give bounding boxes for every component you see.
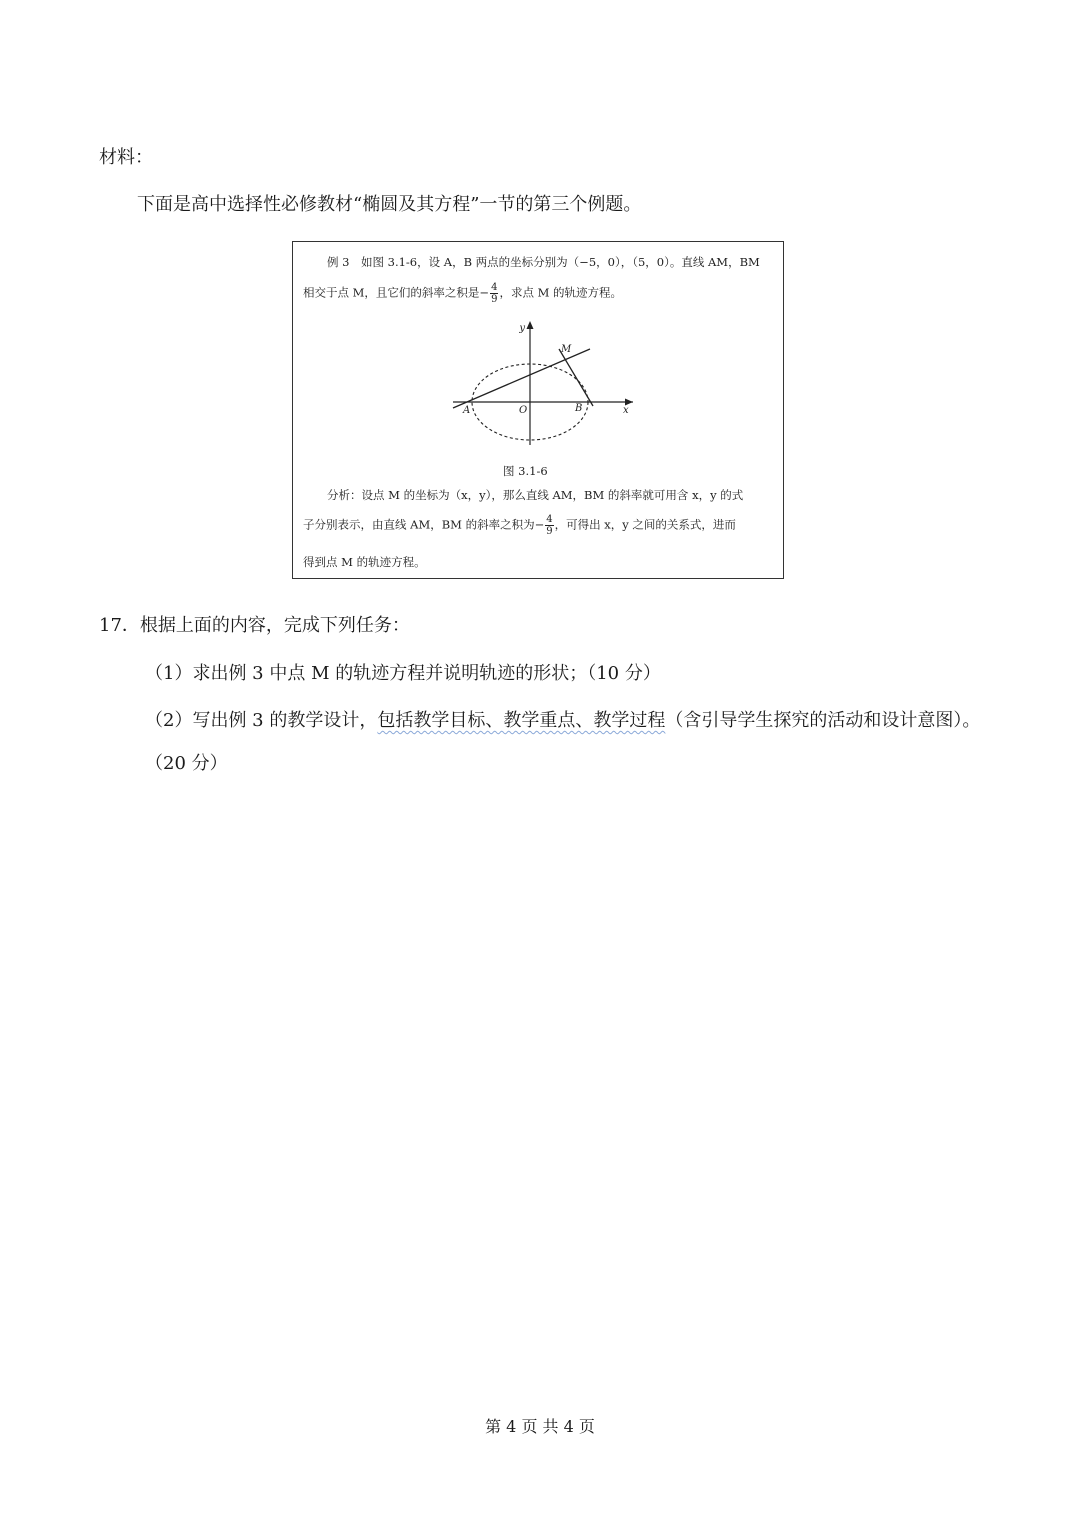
ellipse-diagram xyxy=(443,317,633,447)
analysis-fraction-numerator: 4 xyxy=(546,514,553,525)
figure-caption: 图 3.1-6 xyxy=(503,464,548,478)
page-footer: 第 4 页 共 4 页 xyxy=(485,1417,595,1436)
analysis-line-2 xyxy=(303,514,736,537)
question-item-2-suffix: （含引导学生探究的活动和设计意图）。 xyxy=(665,710,981,731)
analysis-line-2-before: 子分别表示，由直线 AM，BM 的斜率之积为− xyxy=(303,517,545,532)
question-item-2-prefix: （2）写出例 3 的教学设计， xyxy=(145,710,378,731)
point-a-label: A xyxy=(463,405,471,416)
point-b-label: B xyxy=(575,403,583,414)
example-line-1: 例 3 如图 3.1-6，设 A，B 两点的坐标分别为（−5，0），（5，0）。直线 AM，BM xyxy=(327,255,760,269)
y-axis-arrow xyxy=(527,321,534,329)
textbook-excerpt-box xyxy=(292,241,784,579)
analysis-fraction xyxy=(545,514,553,537)
question-item-2 xyxy=(145,706,980,732)
example-line-2-after: ，求点 M 的轨迹方程。 xyxy=(499,285,623,300)
slope-product-fraction xyxy=(490,282,498,305)
fraction-denominator: 9 xyxy=(491,294,498,305)
x-axis-label: x xyxy=(623,405,629,416)
example-line-2-before: 相交于点 M，且它们的斜率之积是− xyxy=(303,285,490,300)
analysis-line-1: 分析：设点 M 的坐标为（x，y），那么直线 AM，BM 的斜率就可用含 x，y 的式 xyxy=(327,488,744,502)
analysis-line-3: 得到点 M 的轨迹方程。 xyxy=(303,555,426,569)
question-heading: 17．根据上面的内容，完成下列任务： xyxy=(99,615,410,636)
intro-text: 下面是高中选择性必修教材“椭圆及其方程”一节的第三个例题。 xyxy=(137,194,642,215)
question-item-2-underlined: 包括教学目标、教学重点、教学过程 xyxy=(377,710,666,731)
analysis-line-2-after: ，可得出 x，y 之间的关系式，进而 xyxy=(554,517,736,532)
question-item-1: （1）求出例 3 中点 M 的轨迹方程并说明轨迹的形状；（10 分） xyxy=(145,663,661,684)
question-item-2-score: （20 分） xyxy=(145,753,228,774)
y-axis-label: y xyxy=(519,323,525,334)
analysis-fraction-denominator: 9 xyxy=(546,526,553,537)
example-line-2 xyxy=(303,282,622,305)
material-label: 材料： xyxy=(99,147,153,168)
fraction-numerator: 4 xyxy=(491,282,498,293)
line-am xyxy=(453,349,590,408)
point-m-label: M xyxy=(561,344,572,355)
origin-label: O xyxy=(519,405,528,416)
line-bm xyxy=(559,349,593,406)
